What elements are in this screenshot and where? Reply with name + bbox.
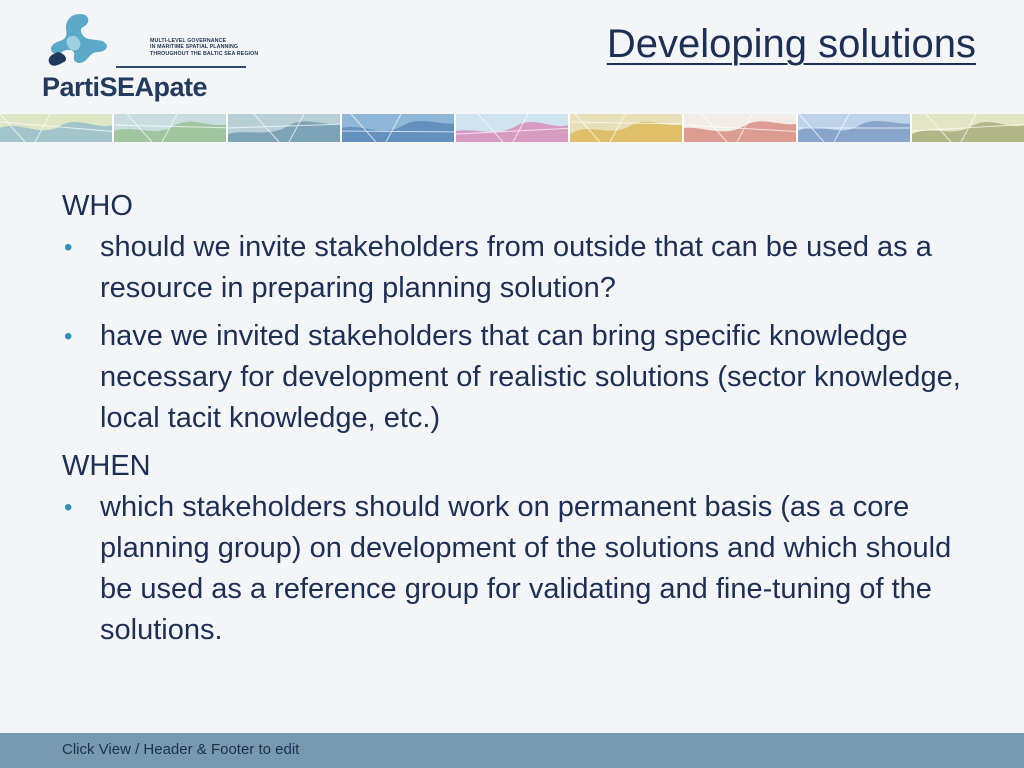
logo-tagline-line: MULTI-LEVEL GOVERNANCE — [150, 38, 227, 44]
baltic-sea-logo-icon — [38, 12, 118, 74]
map-thumbnail-icon — [342, 114, 456, 142]
map-thumbnail-tile — [342, 114, 456, 142]
section-who — [62, 186, 962, 439]
partiseapate-logo — [38, 12, 259, 104]
map-thumbnail-tile — [0, 114, 114, 142]
slide-body — [62, 186, 962, 658]
section-heading: WHEN — [62, 450, 151, 482]
map-thumbnail-icon — [456, 114, 570, 142]
map-thumbnail-tile — [456, 114, 570, 142]
logo-tagline-line: THROUGHOUT THE BALTIC SEA REGION — [150, 50, 259, 57]
slide-title: Developing solutions — [606, 22, 976, 66]
map-thumbnail-icon — [798, 114, 912, 142]
logo-wordmark: PartiSEApate — [42, 72, 208, 102]
bullet-item: • should we invite stakeholders from outside that can be used as a resource in preparing planning solution? — [62, 227, 962, 309]
logo-tagline-line: IN MARITIME SPATIAL PLANNING — [150, 44, 239, 51]
footer-text: Click View / Header & Footer to edit — [62, 741, 300, 758]
map-thumbnail-icon — [912, 114, 1024, 142]
footer-bar — [0, 733, 1024, 768]
bullet-item: • which stakeholders should work on permanent basis (as a core planning group) on development of the solutions and which should be used as a reference group for validating and fine-tuning of the solutions. — [62, 487, 962, 651]
map-thumbnail-icon — [0, 114, 114, 142]
map-thumbnail-icon — [228, 114, 342, 142]
map-thumbnail-tile — [684, 114, 798, 142]
map-thumbnail-icon — [684, 114, 798, 142]
map-thumbnail-strip — [0, 114, 1024, 142]
section-when — [62, 446, 962, 651]
bullet-item: • have we invited stakeholders that can bring specific knowledge necessary for development of realistic solutions (sector knowledge, local tacit knowledge, etc.) — [62, 316, 962, 439]
map-thumbnail-tile — [798, 114, 912, 142]
logo-tagline — [150, 38, 259, 57]
map-thumbnail-tile — [114, 114, 228, 142]
map-thumbnail-icon — [114, 114, 228, 142]
map-thumbnail-tile — [912, 114, 1024, 142]
map-thumbnail-tile — [570, 114, 684, 142]
map-thumbnail-tile — [228, 114, 342, 142]
bullet-list — [62, 227, 962, 439]
logo-divider — [116, 66, 246, 68]
bullet-list — [62, 487, 962, 651]
map-thumbnail-icon — [570, 114, 684, 142]
section-heading: WHO — [62, 190, 133, 222]
